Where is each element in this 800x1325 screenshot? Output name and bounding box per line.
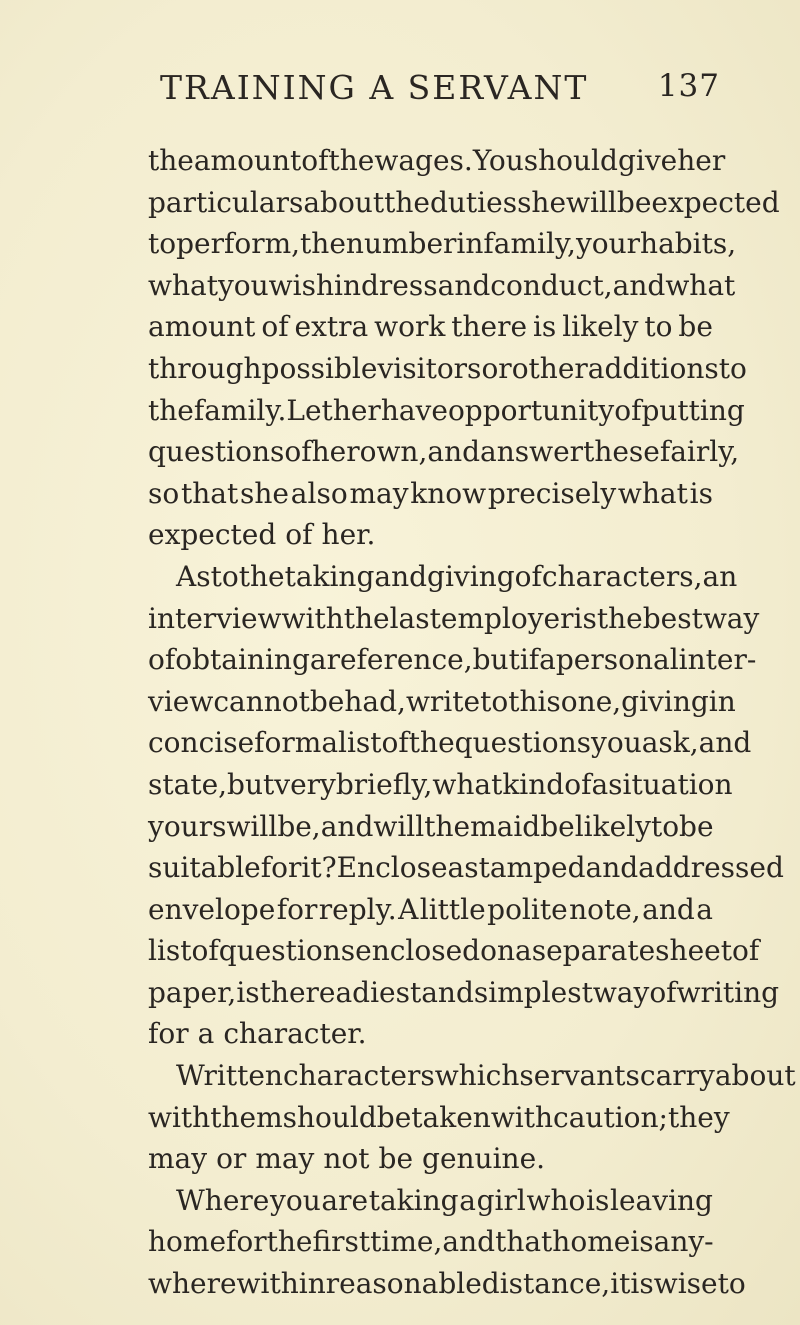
text-line: yours will be, and will the maid be likely to be: [148, 809, 714, 843]
text-line: particulars about the duties she will be expected: [148, 185, 780, 219]
body-text: [148, 140, 796, 1305]
text-line: As to the taking and giving of characters, an: [176, 559, 738, 593]
page-number: 137: [657, 68, 720, 104]
text-line: of obtaining a reference, but if a personal inter-: [148, 643, 757, 677]
text-line: Where you are taking a girl who is leaving: [176, 1183, 713, 1217]
text-line: to perform, the number in family, your habits,: [148, 227, 737, 261]
text-line: so that she also may know precisely what is: [148, 476, 713, 510]
text-line: the family. Let her have opportunity of putting: [148, 393, 745, 427]
text-line: home for the first time, and that home is any-: [148, 1225, 714, 1259]
text-line: the amount of the wages. You should give her: [148, 144, 726, 177]
text-line: Written characters which servants carry about: [176, 1059, 796, 1093]
text-line: amount of extra work there is likely to be: [148, 310, 713, 344]
text-line: through possible visitors or other additions to: [148, 351, 747, 385]
text-line: where within reasonable distance, it is wise to: [148, 1267, 746, 1301]
page-header: [160, 62, 720, 112]
text-line: may or may not be genuine.: [148, 1142, 546, 1176]
text-line: paper, is the readiest and simplest way of writing: [148, 975, 780, 1009]
text-line: interview with the last employer is the best way: [148, 601, 760, 635]
text-line: what you wish in dress and conduct, and what: [148, 268, 736, 302]
text-line: state, but very briefly, what kind of a situation: [148, 767, 733, 801]
text-line: with them should be taken with caution ; they: [148, 1100, 730, 1134]
text-line: concise form a list of the questions you ask, and: [148, 726, 752, 760]
running-title: TRAINING A SERVANT: [160, 68, 589, 107]
text-line: expected of her.: [148, 518, 376, 552]
text-line: list of questions enclosed on a separate sheet of: [148, 934, 760, 968]
text-line: questions of her own, and answer these fairly,: [148, 435, 740, 469]
text-line: envelope for reply. A little polite note, and a: [148, 892, 713, 926]
text-line: for a character.: [148, 1017, 367, 1051]
text-line: suitable for it ? Enclose a stamped and addressed: [148, 851, 784, 885]
text-line: view cannot be had, write to this one, giving in: [148, 684, 736, 718]
